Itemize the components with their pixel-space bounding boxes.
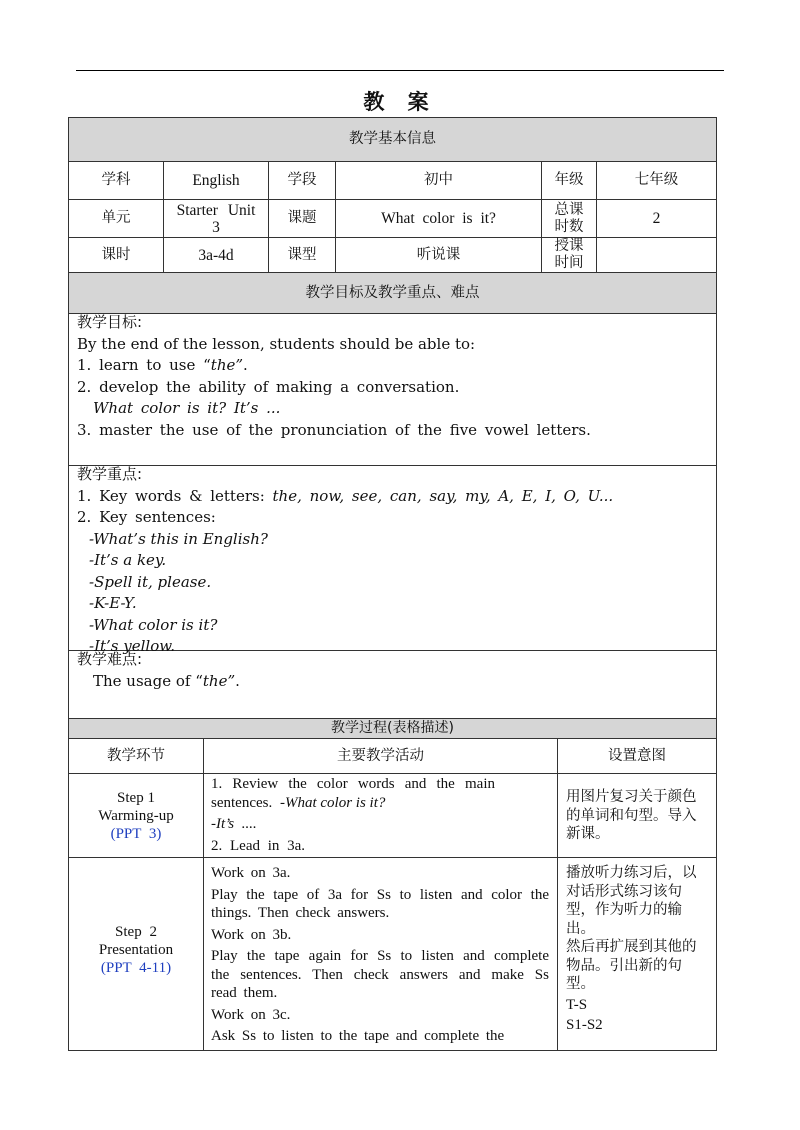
key-point-1 <box>77 486 709 508</box>
step-1-activity-question: -What color is it? <box>279 794 386 811</box>
key-point-1-items: the, now, see, can, say, my, A, E, I, O, U... <box>272 486 614 505</box>
step-1-activity-line <box>211 775 495 812</box>
difficult-point <box>77 671 709 693</box>
total-hours-label-line1: 总课 <box>554 201 584 218</box>
key-sentence: -What color is it? <box>89 615 218 634</box>
type-label: 课型 <box>287 246 317 263</box>
col-header-intent: 设置意图 <box>608 747 666 764</box>
step-1-activity <box>211 775 495 858</box>
difficult-prefix: The usage of “ <box>93 671 203 690</box>
period-label: 课时 <box>101 246 131 263</box>
type-value: 听说课 <box>416 246 461 263</box>
objectives-title: 教学目标: <box>77 313 143 331</box>
step-1-activity-lead: 2. Lead in 3a. <box>211 837 306 854</box>
step-2-intent-text: S1-S2 <box>566 1017 603 1033</box>
step-2-subtitle: Presentation <box>98 942 174 958</box>
step-2-activity <box>211 864 549 1049</box>
col-header-activity: 主要教学活动 <box>337 747 424 764</box>
key-sentence: -It’s a key. <box>89 551 167 569</box>
difficult-word: the” <box>202 671 236 690</box>
step-1-activity-answer: -It’s .... <box>211 816 257 832</box>
stage-value: 初中 <box>424 172 453 188</box>
top-rule <box>76 70 724 71</box>
step-2-activity-line: Work on 3c. <box>211 1006 291 1023</box>
step-2-activity-line: Play the tape again for Ss to listen and complete the sentences. Then check answers and make Ss read them. <box>211 948 549 1001</box>
goals-header: 教学目标及教学重点、难点 <box>305 284 480 301</box>
step-2-title: Step 2 <box>115 924 157 940</box>
step-2-ppt: (PPT 4-11) <box>100 960 172 976</box>
grade-label: 年级 <box>554 172 584 188</box>
step-2-name <box>69 858 203 1050</box>
grade-value: 七年级 <box>634 172 679 188</box>
step-1-ppt: (PPT 3) <box>110 825 162 842</box>
step-2-activity-line: Work on 3a. <box>211 865 291 881</box>
objective-3: 3. master the use of the pronunciation of the five vowel letters. <box>77 420 591 439</box>
step-2-intent-text: 播放听力练习后，以对话形式练习该句型，作为听力的输出。 <box>566 865 697 937</box>
difficult-suffix: . <box>235 671 240 690</box>
key-sentence: -Spell it, please. <box>89 572 212 591</box>
key-sentence: -It’s yellow. <box>89 637 176 655</box>
unit-value <box>164 200 268 237</box>
teaching-time-label-line2: 时间 <box>554 255 584 271</box>
key-sentence: -K-E-Y. <box>89 594 137 612</box>
step-2-intent-text: 然后再扩展到其他的物品。引出新的句型。 <box>566 939 697 992</box>
step-1-intent-text: 用图片复习关于颜色的单词和句型。导入新课。 <box>566 789 697 842</box>
objectives-block <box>77 312 709 441</box>
col-header-stage: 教学环节 <box>107 747 165 764</box>
objective-1-suffix: . <box>243 356 248 374</box>
step-1-name <box>69 774 203 857</box>
unit-value-line2: 3 <box>212 218 220 236</box>
topic-label: 课题 <box>287 210 317 226</box>
step-1-subtitle: Warming-up <box>98 807 174 824</box>
objective-1-word: the” <box>210 356 244 374</box>
step-1-title: Step 1 <box>117 789 155 806</box>
stage-label: 学段 <box>287 172 317 188</box>
step-2-activity-line: Work on 3b. <box>211 926 292 943</box>
basic-info-header: 教学基本信息 <box>349 131 436 147</box>
key-point-2: 2. Key sentences: <box>77 508 216 526</box>
unit-label: 单元 <box>101 210 131 226</box>
unit-value-line1: Starter Unit <box>176 201 256 219</box>
subject-value: English <box>192 172 240 189</box>
objective-2: 2. develop the ability of making a conversation. <box>77 377 460 396</box>
objectives-intro: By the end of the lesson, students should be able to: <box>77 334 476 353</box>
step-2-intent-text: T-S <box>566 996 588 1013</box>
step-2-activity-line: Ask Ss to listen to the tape and complete the <box>211 1028 505 1044</box>
step-1-intent <box>566 788 704 844</box>
difficult-points-title: 教学难点: <box>77 650 143 668</box>
teaching-time-label-line1: 授课 <box>554 238 584 254</box>
document-title: 教 案 <box>363 90 437 114</box>
period-value: 3a-4d <box>198 246 234 264</box>
key-sentence: -What’s this in English? <box>89 529 268 548</box>
total-hours-label-line2: 时数 <box>554 218 584 235</box>
total-hours-label <box>542 200 596 237</box>
key-points-block <box>77 464 709 658</box>
step-1-activity-text: 1. Review the color words and the main sentences. <box>211 776 495 811</box>
teaching-time-value <box>597 238 716 272</box>
key-points-title: 教学重点: <box>77 465 143 483</box>
total-hours-value: 2 <box>652 210 661 227</box>
objective-1-prefix: 1. learn to use “ <box>77 356 211 374</box>
subject-label: 学科 <box>101 172 131 188</box>
objective-2-example: What color is it? It’s ... <box>93 399 281 417</box>
difficult-points-block <box>77 649 709 692</box>
topic-value: What color is it? <box>381 210 496 227</box>
step-2-intent <box>566 864 704 1035</box>
teaching-time-label <box>542 238 596 272</box>
key-point-1-prefix: 1. Key words & letters: <box>77 486 273 505</box>
process-header: 教学过程(表格描述) <box>331 720 454 736</box>
objective-1 <box>77 355 709 377</box>
step-2-activity-line: Play the tape of 3a for Ss to listen and color the things. Then check answers. <box>211 886 549 921</box>
